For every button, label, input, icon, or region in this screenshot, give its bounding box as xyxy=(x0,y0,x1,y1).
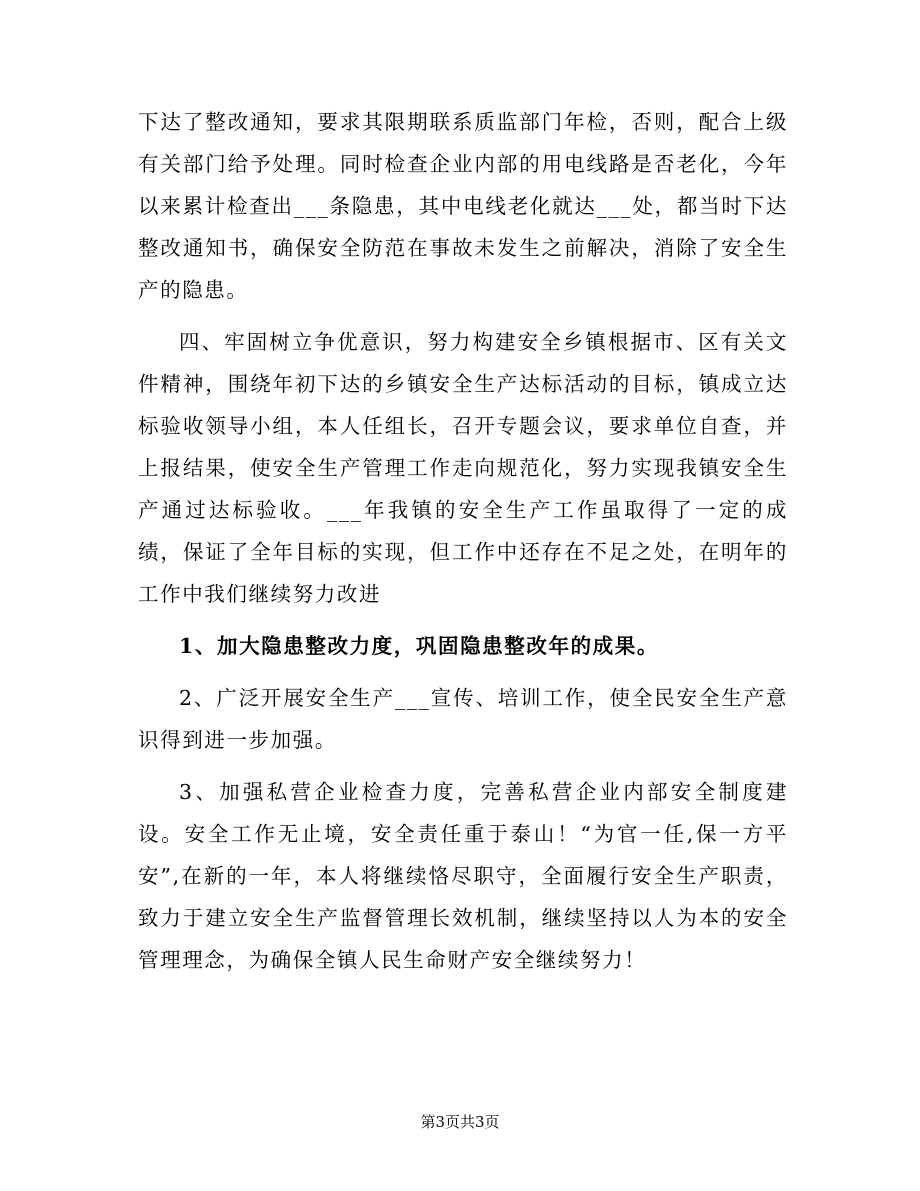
paragraph-item-two: 2、广泛开展安全生产___宣传、培训工作，使全民安全生产意识得到进一步加强。 xyxy=(138,686,788,752)
document-body xyxy=(138,101,788,981)
paragraph-item-three: 3、加强私营企业检查力度，完善私营企业内部安全制度建设。安全工作无止境，安全责任重于泰山！“为官一任,保一方平安”,在新的一年，本人将继续恪尽职守，全面履行安全生产职责，致力于建立安全生产监督管理长效机制，继续坚持以人为本的安全管理理念，为确保全镇人民生命财产安全继续努力！ xyxy=(138,780,788,972)
page-number-indicator: 第3页共3页 xyxy=(420,1113,500,1131)
paragraph-section-four: 四、牢固树立争优意识，努力构建安全乡镇根据市、区有关文件精神，围绕年初下达的乡镇安全生产达标活动的目标，镇成立达标验收领导小组，本人任组长，召开专题会议，要求单位自查，并上报结果，使安全生产管理工作走向规范化，努力实现我镇安全生产通过达标验收。___年我镇的安全生产工作虽取得了一定的成绩，保证了全年目标的实现，但工作中还存在不足之处，在明年的工作中我们继续努力改进 xyxy=(138,330,788,606)
paragraph-continuation: 下达了整改通知，要求其限期联系质监部门年检，否则，配合上级有关部门给予处理。同时检查企业内部的用电线路是否老化，今年以来累计检查出___条隐患，其中电线老化就达___处，都当时下达整改通知书，确保安全防范在事故未发生之前解决，消除了安全生产的隐患。 xyxy=(138,110,788,302)
page-footer xyxy=(0,1112,920,1132)
paragraph-item-one: 1、加大隐患整改力度，巩固隐患整改年的成果。 xyxy=(179,634,659,658)
